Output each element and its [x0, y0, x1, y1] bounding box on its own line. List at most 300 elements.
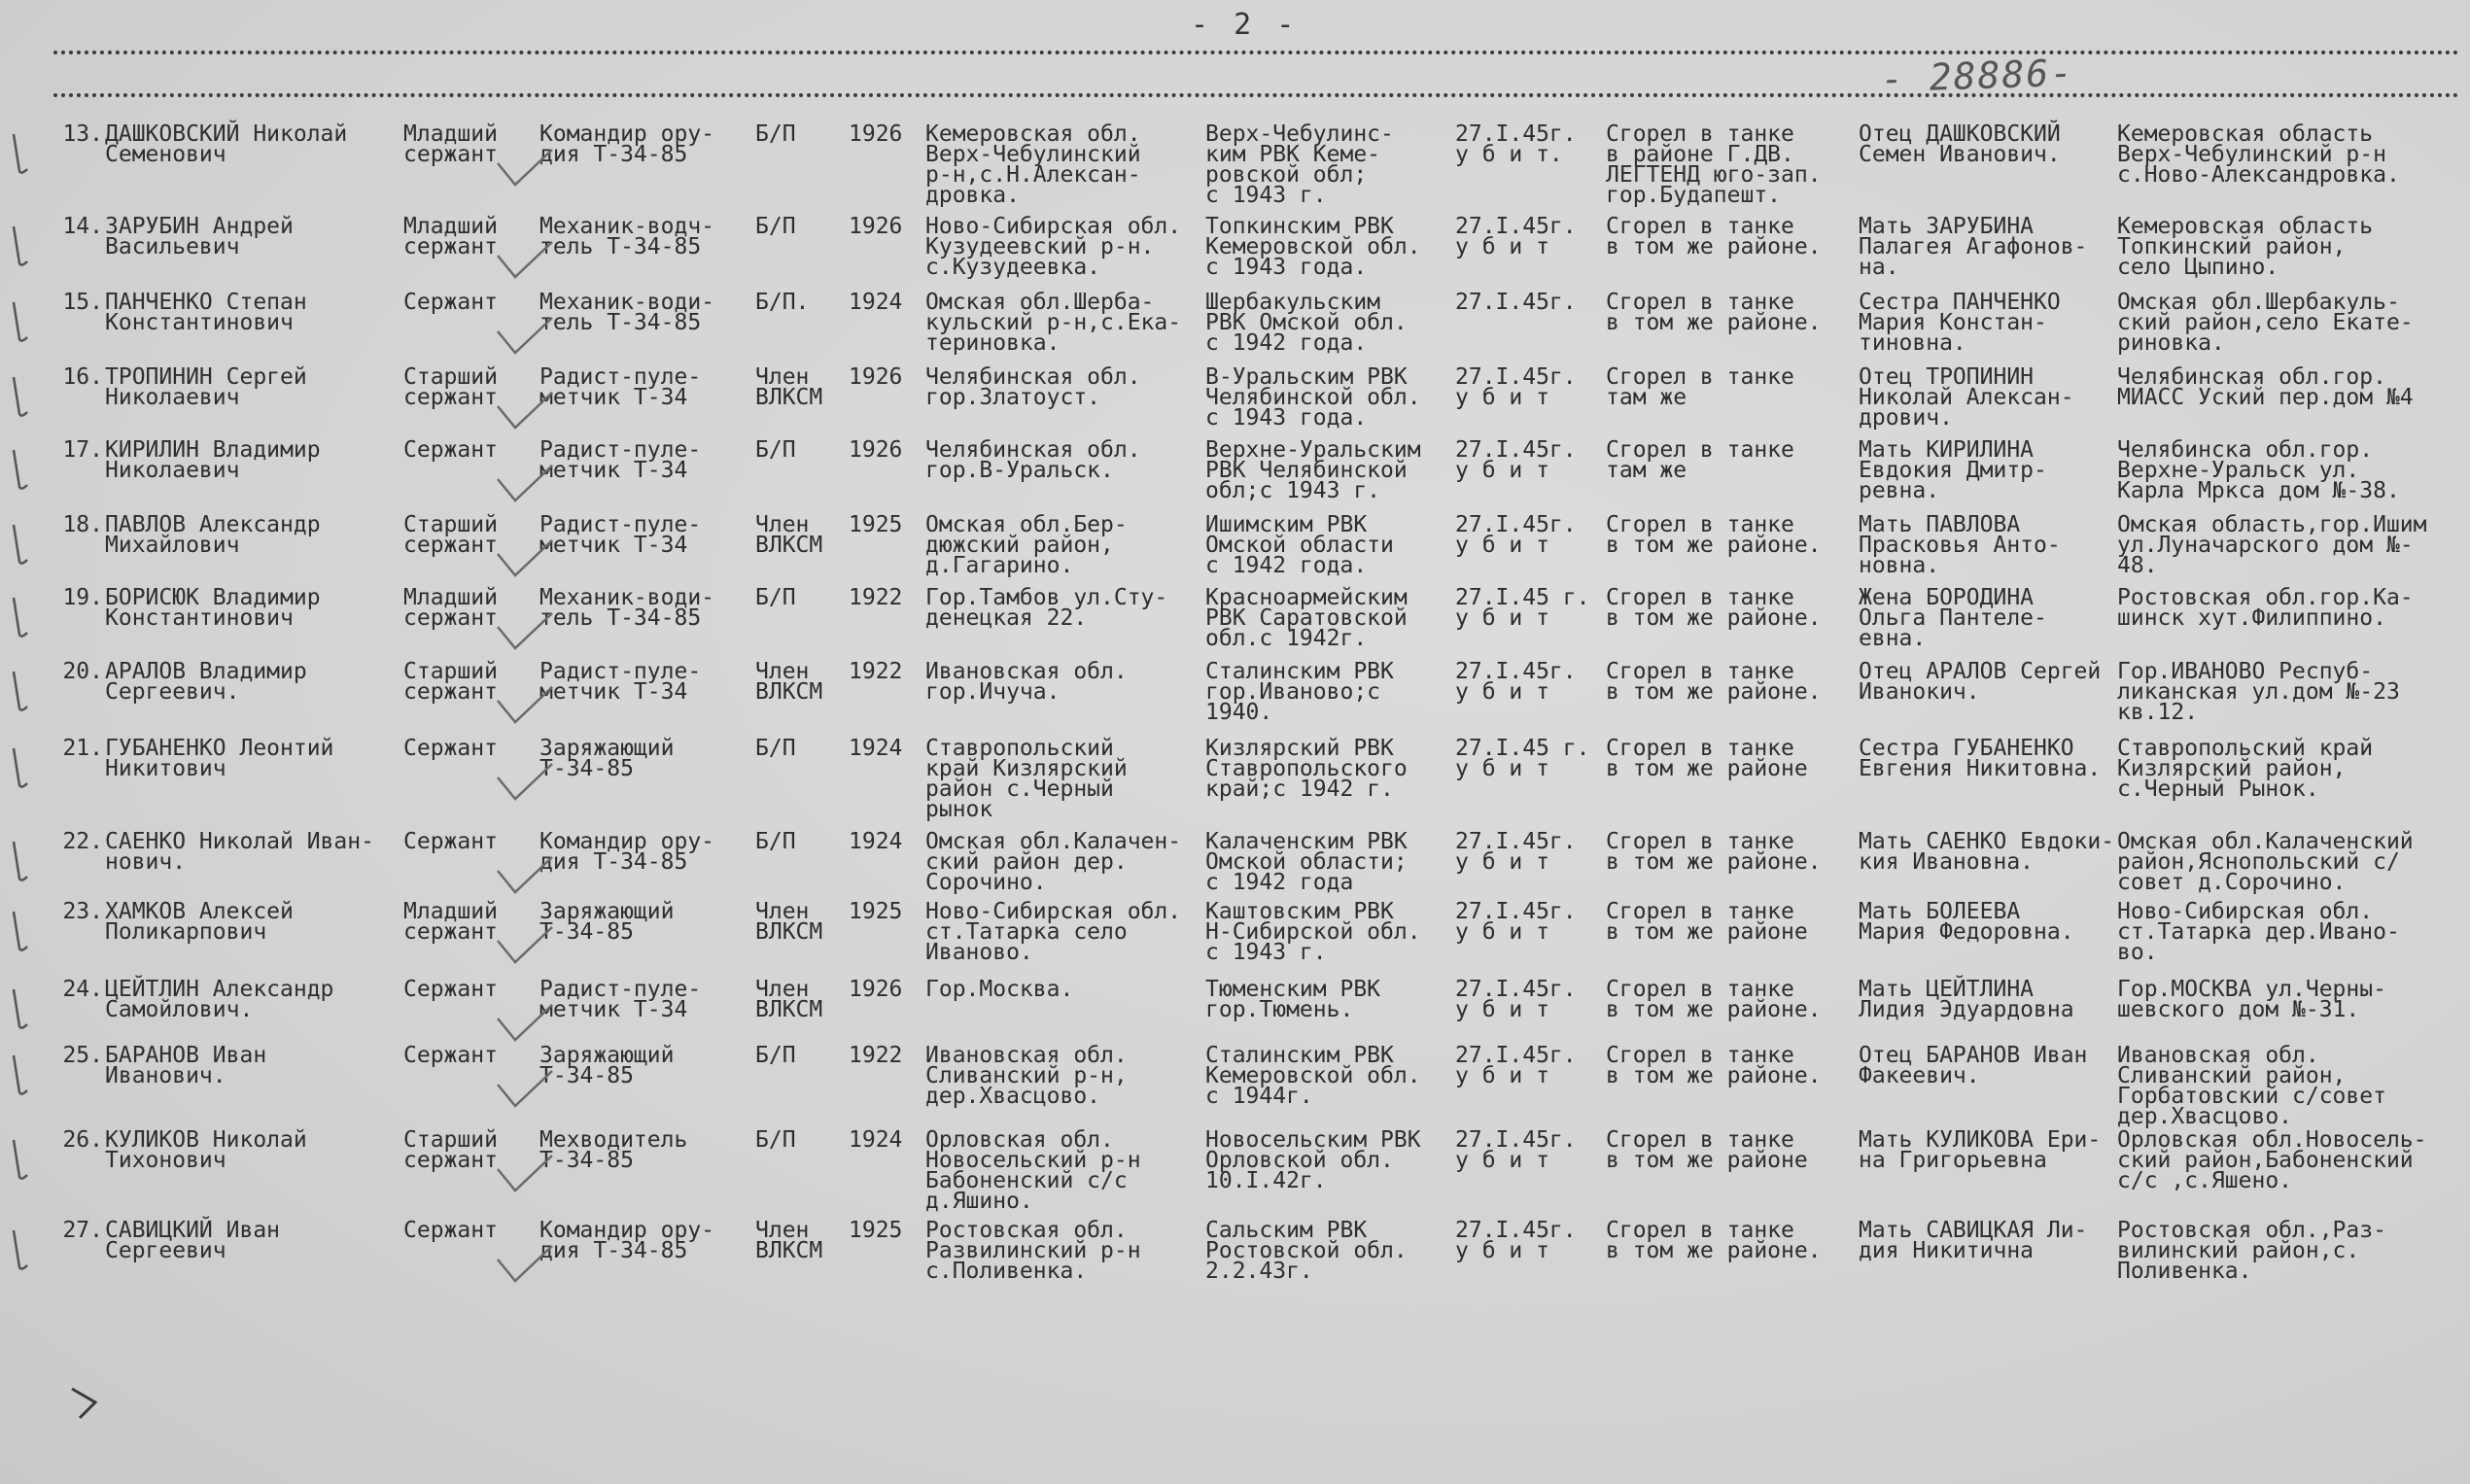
birthplace-line: гор.Ичуча.: [925, 679, 1061, 705]
draft-office-line: Омской области;: [1205, 849, 1408, 875]
person-name-line: Николаевич: [105, 458, 240, 483]
duty-position-cell: [539, 899, 675, 945]
duty-position-line: Заряжающий: [539, 736, 675, 761]
party-membership-line: Член: [755, 977, 810, 1002]
birthplace-line: Новосельский р-н: [925, 1148, 1141, 1173]
circumstances-cell: [1606, 977, 1822, 1022]
margin-tick-icon: [8, 296, 41, 345]
military-rank-line: Старший: [403, 1127, 498, 1153]
kin-address-line: дер.Хвасцово.: [2117, 1104, 2293, 1129]
duty-position-line: метчик Т-34: [539, 997, 688, 1022]
person-name-line: Михайлович: [105, 533, 240, 558]
draft-office-cell: [1205, 512, 1394, 578]
military-rank-cell: [403, 121, 498, 167]
kin-address-line: с.Черный Рынок.: [2117, 777, 2319, 802]
circumstances-cell: [1606, 512, 1822, 558]
person-name-line: ТРОПИНИН Сергей: [105, 364, 307, 390]
kin-address-line: Поливенка.: [2117, 1259, 2252, 1284]
kin-address-line: ст.Татарка дер.Ивано-: [2117, 919, 2400, 945]
birthplace-line: рынок: [925, 797, 993, 822]
duty-position-line: Мехводитель: [539, 1127, 688, 1153]
table-row: [0, 1127, 2470, 1216]
duty-position-cell: [539, 1218, 715, 1263]
draft-office-line: Сталинским РВК: [1205, 1043, 1394, 1068]
kin-address-line: Гор.МОСКВА ул.Черны-: [2117, 977, 2386, 1002]
person-name-line: ГУБАНЕНКО Леонтий: [105, 736, 334, 761]
circumstances-line: в том же районе: [1606, 756, 1808, 781]
person-name-cell: [105, 437, 321, 483]
birth-year-cell: 1925: [849, 1218, 903, 1243]
next-of-kin-cell: [1859, 1127, 2102, 1173]
duty-position-cell: [539, 121, 715, 167]
row-number-cell: 17.: [62, 437, 103, 463]
table-row: [0, 121, 2470, 210]
date-and-status-cell: [1455, 977, 1577, 1022]
duty-position-line: тель Т-34-85: [539, 310, 702, 335]
kin-address-line: Кизлярский район,: [2117, 756, 2347, 781]
duty-position-line: Радист-пуле-: [539, 977, 702, 1002]
date-and-status-cell: [1455, 659, 1577, 705]
draft-office-line: с 1943 г.: [1205, 940, 1327, 965]
military-rank-cell: [403, 290, 498, 315]
draft-office-cell: [1205, 364, 1421, 431]
duty-position-line: тель Т-34-85: [539, 605, 702, 631]
date-and-status-cell: [1455, 736, 1590, 781]
duty-position-line: метчик Т-34: [539, 458, 688, 483]
draft-office-line: Тюменским РВК: [1205, 977, 1381, 1002]
circumstances-line: Сгорел в танке: [1606, 1218, 1794, 1243]
military-rank-cell: [403, 736, 498, 761]
birthplace-line: Кузудеевский р-н.: [925, 234, 1155, 259]
draft-office-line: Кемеровской обл.: [1205, 234, 1421, 259]
military-rank-line: сержант: [403, 1148, 498, 1173]
margin-tick-icon: [8, 984, 41, 1032]
kin-address-cell: [2117, 1127, 2427, 1193]
circumstances-line: Сгорел в танке: [1606, 977, 1794, 1002]
birth-year-cell: 1925: [849, 899, 903, 924]
draft-office-line: с 1943 г.: [1205, 183, 1327, 208]
kin-address-line: 48.: [2117, 553, 2158, 578]
date-and-status-line: у б и т: [1455, 1238, 1549, 1263]
circumstances-line: в том же районе: [1606, 919, 1808, 945]
birth-year-cell: 1924: [849, 829, 903, 854]
next-of-kin-line: Мария Констан-: [1859, 310, 2047, 335]
circumstances-line: Сгорел в танке: [1606, 512, 1794, 537]
next-of-kin-line: Мать ПАВЛОВА: [1859, 512, 2021, 537]
birth-year-cell: 1926: [849, 121, 903, 147]
kin-address-line: Гор.ИВАНОВО Респуб-: [2117, 659, 2374, 684]
circumstances-line: там же: [1606, 458, 1687, 483]
stray-pen-mark-icon: [68, 1385, 111, 1424]
kin-address-line: Омская область,гор.Ишим: [2117, 512, 2427, 537]
circumstances-line: Сгорел в танке: [1606, 585, 1794, 610]
next-of-kin-cell: [1859, 364, 2074, 431]
margin-tick-icon: [8, 371, 41, 420]
kin-address-line: во.: [2117, 940, 2158, 965]
circumstances-line: в том же районе.: [1606, 310, 1822, 335]
date-and-status-line: 27.I.45г.: [1455, 214, 1577, 239]
draft-office-line: Ставропольского: [1205, 756, 1408, 781]
birthplace-line: Кемеровская обл.: [925, 121, 1141, 147]
date-and-status-line: у б и т: [1455, 756, 1549, 781]
date-and-status-cell: [1455, 290, 1577, 315]
military-rank-line: Старший: [403, 364, 498, 390]
circumstances-cell: [1606, 214, 1822, 259]
date-and-status-cell: [1455, 121, 1577, 167]
kin-address-cell: [2117, 585, 2414, 631]
draft-office-line: с 1942 года.: [1205, 330, 1368, 356]
birthplace-line: Гор.Москва.: [925, 977, 1074, 1002]
military-rank-line: сержант: [403, 234, 498, 259]
duty-position-line: Т-34-85: [539, 1063, 634, 1088]
draft-office-line: Сталинским РВК: [1205, 659, 1394, 684]
draft-office-line: Кизлярский РВК: [1205, 736, 1394, 761]
draft-office-line: 1940.: [1205, 700, 1273, 725]
birth-year-cell: 1926: [849, 364, 903, 390]
party-membership-line: ВЛКСМ: [755, 1238, 823, 1263]
date-and-status-line: у б и т: [1455, 679, 1549, 705]
duty-position-cell: [539, 214, 715, 259]
date-and-status-cell: [1455, 1218, 1577, 1263]
party-membership-cell: [755, 437, 796, 463]
duty-position-line: Радист-пуле-: [539, 437, 702, 463]
military-rank-cell: [403, 214, 498, 259]
next-of-kin-line: Мать БОЛЕЕВА: [1859, 899, 2021, 924]
draft-office-line: с 1943 года.: [1205, 405, 1368, 431]
margin-tick-icon: [8, 666, 41, 714]
kin-address-line: Кемеровская область: [2117, 214, 2374, 239]
birthplace-line: с.Поливенка.: [925, 1259, 1088, 1284]
party-membership-cell: [755, 585, 796, 610]
birthplace-cell: [925, 659, 1128, 705]
margin-tick-icon: [8, 1050, 41, 1098]
birth-year-cell: 1922: [849, 585, 903, 610]
duty-position-cell: [539, 829, 715, 875]
party-membership-cell: [755, 1127, 796, 1153]
birthplace-line: денецкая 22.: [925, 605, 1088, 631]
draft-office-line: Красноармейским: [1205, 585, 1408, 610]
draft-office-cell: [1205, 899, 1421, 965]
draft-office-cell: [1205, 121, 1394, 208]
duty-position-line: Командир ору-: [539, 829, 715, 854]
next-of-kin-line: Жена БОРОДИНА: [1859, 585, 2035, 610]
birthplace-line: Гор.Тамбов ул.Сту-: [925, 585, 1168, 610]
military-rank-line: Младший: [403, 121, 498, 147]
military-rank-cell: [403, 1127, 498, 1173]
circumstances-cell: [1606, 829, 1822, 875]
circumstances-line: Сгорел в танке: [1606, 1043, 1794, 1068]
date-and-status-line: у б и т: [1455, 385, 1549, 410]
date-and-status-line: 27.I.45г.: [1455, 899, 1577, 924]
birthplace-line: Омская обл.Шерба-: [925, 290, 1155, 315]
party-membership-line: ВЛКСМ: [755, 533, 823, 558]
circumstances-line: гор.Будапешт.: [1606, 183, 1782, 208]
military-rank-line: сержант: [403, 605, 498, 631]
next-of-kin-cell: [1859, 977, 2074, 1022]
next-of-kin-cell: [1859, 585, 2047, 651]
table-row: [0, 736, 2470, 824]
row-number-cell: 13.: [62, 121, 103, 147]
draft-office-line: Сальским РВК: [1205, 1218, 1368, 1243]
birthplace-line: край Кизлярский: [925, 756, 1128, 781]
circumstances-cell: [1606, 585, 1822, 631]
duty-position-line: дия Т-34-85: [539, 849, 688, 875]
circumstances-line: в том же районе.: [1606, 679, 1822, 705]
draft-office-line: В-Уральским РВК: [1205, 364, 1408, 390]
military-rank-cell: [403, 585, 498, 631]
circumstances-line: Сгорел в танке: [1606, 899, 1794, 924]
duty-position-line: Механик-водч-: [539, 214, 715, 239]
kin-address-cell: [2117, 290, 2414, 356]
margin-tick-icon: [8, 906, 41, 954]
person-name-line: нович.: [105, 849, 187, 875]
military-rank-line: сержант: [403, 919, 498, 945]
date-and-status-line: 27.I.45г.: [1455, 290, 1577, 315]
military-rank-cell: [403, 899, 498, 945]
next-of-kin-line: дия Никитична: [1859, 1238, 2035, 1263]
duty-position-cell: [539, 364, 702, 410]
draft-office-line: РВК Челябинской: [1205, 458, 1408, 483]
person-name-line: ДАШКОВСКИЙ Николай: [105, 121, 348, 147]
date-and-status-line: 27.I.45г.: [1455, 512, 1577, 537]
draft-office-line: Калаченским РВК: [1205, 829, 1408, 854]
birthplace-line: с.Кузудеевка.: [925, 255, 1101, 280]
next-of-kin-line: Мария Федоровна.: [1859, 919, 2074, 945]
birth-year-cell: 1926: [849, 214, 903, 239]
kin-address-line: совет д.Сорочино.: [2117, 870, 2347, 895]
kin-address-line: Сливанский район,: [2117, 1063, 2347, 1088]
birthplace-line: Ивановская обл.: [925, 659, 1128, 684]
table-row: [0, 899, 2470, 987]
draft-office-line: 2.2.43г.: [1205, 1259, 1313, 1284]
kin-address-cell: [2117, 512, 2427, 578]
circumstances-line: Сгорел в танке: [1606, 437, 1794, 463]
circumstances-cell: [1606, 899, 1808, 945]
duty-position-line: Заряжающий: [539, 899, 675, 924]
kin-address-line: Ново-Сибирская обл.: [2117, 899, 2374, 924]
circumstances-cell: [1606, 1043, 1822, 1088]
birth-year-cell: 1922: [849, 1043, 903, 1068]
date-and-status-line: у б и т: [1455, 919, 1549, 945]
birthplace-line: гор.В-Уральск.: [925, 458, 1114, 483]
birthplace-line: ст.Татарка село: [925, 919, 1128, 945]
next-of-kin-line: Сестра ПАНЧЕНКО: [1859, 290, 2061, 315]
draft-office-line: Челябинской обл.: [1205, 385, 1421, 410]
date-and-status-line: 27.I.45г.: [1455, 977, 1577, 1002]
party-membership-cell: [755, 659, 823, 705]
person-name-line: Семенович: [105, 142, 226, 167]
kin-address-cell: [2117, 1043, 2386, 1129]
duty-position-cell: [539, 585, 715, 631]
next-of-kin-line: на Григорьевна: [1859, 1148, 2047, 1173]
birth-year-cell: 1926: [849, 437, 903, 463]
birthplace-cell: [925, 585, 1168, 631]
party-membership-line: Б/П: [755, 829, 796, 854]
kin-address-line: Топкинский район,: [2117, 234, 2347, 259]
military-rank-line: Младший: [403, 214, 498, 239]
kin-address-cell: [2117, 437, 2400, 503]
person-name-cell: [105, 214, 294, 259]
circumstances-cell: [1606, 1127, 1808, 1173]
military-rank-cell: [403, 1218, 498, 1243]
kin-address-line: Ивановская обл.: [2117, 1043, 2319, 1068]
kin-address-line: шинск хут.Филиппино.: [2117, 605, 2386, 631]
draft-office-line: с 1942 года: [1205, 870, 1354, 895]
next-of-kin-line: кия Ивановна.: [1859, 849, 2035, 875]
draft-office-line: гор.Тюмень.: [1205, 997, 1354, 1022]
duty-position-cell: [539, 736, 675, 781]
duty-position-line: Т-34-85: [539, 919, 634, 945]
margin-tick-icon: [8, 592, 41, 640]
date-and-status-line: у б и т: [1455, 533, 1549, 558]
next-of-kin-line: Мать КИРИЛИНА: [1859, 437, 2035, 463]
birthplace-line: Челябинская обл.: [925, 364, 1141, 390]
circumstances-line: в том же районе.: [1606, 849, 1822, 875]
duty-position-line: Механик-води-: [539, 290, 715, 315]
kin-address-line: Челябинская обл.гор.: [2117, 364, 2386, 390]
birth-year-cell: 1922: [849, 659, 903, 684]
circumstances-line: в том же районе.: [1606, 533, 1822, 558]
birthplace-cell: [925, 977, 1074, 1002]
kin-address-line: Ростовская обл.,Раз-: [2117, 1218, 2386, 1243]
party-membership-line: ВЛКСМ: [755, 679, 823, 705]
draft-office-line: ровской обл;: [1205, 162, 1368, 188]
date-and-status-line: у б и т: [1455, 605, 1549, 631]
kin-address-line: риновка.: [2117, 330, 2225, 356]
person-name-line: Николаевич: [105, 385, 240, 410]
next-of-kin-line: Мать КУЛИКОВА Ери-: [1859, 1127, 2102, 1153]
kin-address-line: Верх-Чебулинский р-н: [2117, 142, 2386, 167]
birthplace-line: териновка.: [925, 330, 1061, 356]
margin-tick-icon: [8, 836, 41, 884]
military-rank-line: сержант: [403, 533, 498, 558]
military-rank-line: Сержант: [403, 736, 498, 761]
next-of-kin-line: Сестра ГУБАНЕНКО: [1859, 736, 2074, 761]
party-membership-cell: [755, 829, 796, 854]
table-row: [0, 1218, 2470, 1306]
kin-address-cell: [2117, 899, 2400, 965]
next-of-kin-cell: [1859, 512, 2061, 578]
military-rank-line: Младший: [403, 899, 498, 924]
date-and-status-line: у б и т: [1455, 849, 1549, 875]
birthplace-line: Челябинская обл.: [925, 437, 1141, 463]
draft-office-line: Шербакульским: [1205, 290, 1381, 315]
birthplace-line: дровка.: [925, 183, 1020, 208]
military-rank-line: Младший: [403, 585, 498, 610]
row-number-cell: 19.: [62, 585, 103, 610]
next-of-kin-line: Отец БАРАНОВ Иван: [1859, 1043, 2088, 1068]
person-name-line: Никитович: [105, 756, 226, 781]
birthplace-line: д.Яшино.: [925, 1189, 1033, 1214]
row-number-cell: 26.: [62, 1127, 103, 1153]
person-name-cell: [105, 585, 321, 631]
birthplace-cell: [925, 290, 1182, 356]
duty-position-line: Заряжающий: [539, 1043, 675, 1068]
row-number-cell: 22.: [62, 829, 103, 854]
kin-address-cell: [2117, 364, 2414, 410]
date-and-status-line: 27.I.45г.: [1455, 829, 1577, 854]
row-number-cell: 15.: [62, 290, 103, 315]
draft-office-cell: [1205, 1043, 1421, 1109]
birthplace-line: Ивановская обл.: [925, 1043, 1128, 1068]
birthplace-line: Верх-Чебулинский: [925, 142, 1141, 167]
draft-office-line: Ишимским РВК: [1205, 512, 1368, 537]
next-of-kin-line: тиновна.: [1859, 330, 1966, 356]
party-membership-line: ВЛКСМ: [755, 385, 823, 410]
party-membership-line: Член: [755, 659, 810, 684]
next-of-kin-cell: [1859, 736, 2102, 781]
party-membership-line: Член: [755, 364, 810, 390]
birthplace-line: д.Гагарино.: [925, 553, 1074, 578]
kin-address-line: Верхне-Уральск ул.: [2117, 458, 2360, 483]
date-and-status-cell: [1455, 512, 1577, 558]
circumstances-line: Сгорел в танке: [1606, 1127, 1794, 1153]
date-and-status-line: у б и т: [1455, 234, 1549, 259]
margin-tick-icon: [8, 742, 41, 791]
draft-office-cell: [1205, 1218, 1408, 1284]
person-name-line: САЕНКО Николай Иван-: [105, 829, 374, 854]
kin-address-line: с/с ,с.Яшено.: [2117, 1168, 2293, 1193]
circumstances-line: в том же районе.: [1606, 1238, 1822, 1263]
draft-office-line: гор.Иваново;с: [1205, 679, 1381, 705]
kin-address-cell: [2117, 736, 2374, 802]
circumstances-line: Сгорел в танке: [1606, 829, 1794, 854]
birthplace-line: Сливанский р-н,: [925, 1063, 1128, 1088]
duty-position-cell: [539, 437, 702, 483]
birthplace-line: р-н,с.Н.Алексан-: [925, 162, 1141, 188]
military-rank-line: Старший: [403, 512, 498, 537]
party-membership-line: ВЛКСМ: [755, 997, 823, 1022]
party-membership-line: Б/П: [755, 214, 796, 239]
next-of-kin-line: новна.: [1859, 553, 1940, 578]
person-name-line: АРАЛОВ Владимир: [105, 659, 307, 684]
party-membership-cell: [755, 736, 796, 761]
military-rank-line: сержант: [403, 679, 498, 705]
kin-address-line: Омская обл.Калаченский: [2117, 829, 2414, 854]
person-name-line: ЦЕЙТЛИН Александр: [105, 977, 334, 1002]
person-name-cell: [105, 364, 307, 410]
party-membership-line: Б/П: [755, 1127, 796, 1153]
next-of-kin-line: Евгения Никитовна.: [1859, 756, 2102, 781]
date-and-status-line: 27.I.45г.: [1455, 437, 1577, 463]
next-of-kin-line: Мать САВИЦКАЯ Ли-: [1859, 1218, 2088, 1243]
circumstances-cell: [1606, 1218, 1822, 1263]
circumstances-line: в том же районе.: [1606, 997, 1822, 1022]
birthplace-cell: [925, 437, 1141, 483]
next-of-kin-line: Ольга Пантеле-: [1859, 605, 2047, 631]
person-name-cell: [105, 1127, 307, 1173]
birth-year-cell: 1925: [849, 512, 903, 537]
party-membership-line: Член: [755, 899, 810, 924]
margin-tick-icon: [8, 519, 41, 568]
circumstances-line: в районе Г.ДВ.: [1606, 142, 1794, 167]
kin-address-line: Горбатовский с/совет: [2117, 1084, 2386, 1109]
row-number-cell: 27.: [62, 1218, 103, 1243]
person-name-line: ХАМКОВ Алексей: [105, 899, 294, 924]
military-rank-line: Сержант: [403, 1043, 498, 1068]
person-name-cell: [105, 659, 307, 705]
duty-position-line: дия Т-34-85: [539, 142, 688, 167]
kin-address-line: с.Ново-Александровка.: [2117, 162, 2400, 188]
next-of-kin-line: Николай Алексан-: [1859, 385, 2074, 410]
next-of-kin-line: ревна.: [1859, 478, 1940, 503]
circumstances-line: в том же районе.: [1606, 605, 1822, 631]
kin-address-cell: [2117, 121, 2400, 188]
duty-position-cell: [539, 1043, 675, 1088]
next-of-kin-cell: [1859, 1043, 2088, 1088]
birthplace-line: Омская обл.Калачен-: [925, 829, 1182, 854]
birthplace-cell: [925, 512, 1128, 578]
